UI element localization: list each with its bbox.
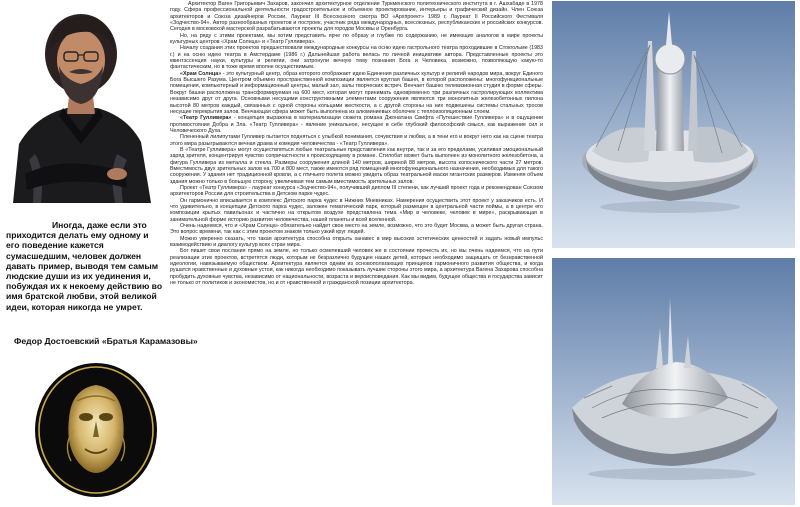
architect-portrait-photo <box>5 4 155 203</box>
medallion-image <box>33 361 159 499</box>
gulliver-render-image <box>552 258 795 505</box>
article-paragraph: В «Театре Гулливера» могут осуществляться любые театральные представления как внутри, так и за его пределами, усиливая эмоциональный заряд зрителя, концентрируя чувство сопричастности к происходящему в романе. Стилобат может быть выполнен из монолитного железобетона, а фигура Гулливера из металла и стекла. Размеры сооружения длиной 140 метров, шириной 88 метров, высота колоснического части 27 метров. Вместимость двух зрительных залов на 700 и 800 мест, также имеются ряд помещений многофункционального назначения, необходимых для такого сооружения. У здания нет традиционной кровли, а с птичьего полета можно увидеть образ театральной маски гигантских размеров. Изменяя объем здания можно только в большую сторону, увеличивая тем самым вместимость зрительных залов. <box>170 146 543 185</box>
article-paragraph: Он гармонично вписывается в комплекс Детского парка чудес в Нижних Мневниках. Намерения осуществить этот проект у заказчиков есть. И что удивительно, в концепции Детского парка чудес, заложен тематический парк, который размещен в центральной части поймы, а в центре его композиции крытых павильонах и частично на открытом воздухе представлена тема «Мир в человеке, человек в мире», раскрывающая в занимательной форме историю развития человечества, нашей планеты и всей вселенной. <box>170 197 543 223</box>
article-paragraph: «Театр Гулливера» - концепция выражена в материализации сюжета романа Джонатана Свифта «Путешествие Гулливера» и в ощущении противостояния Добра и Зла. «Театр Гулливера» - явление уникальное, несущее в себе глубокий философский смысл, как выражение сил и Человеческого Духа. <box>170 115 543 134</box>
medallion-emblem <box>33 361 159 499</box>
article-paragraph: Бог пишет свои послания прямо на земле, но только осмелевший человек же в состоянии прочесть их, но мы очень надеемся, что на пути реализации этих проектов, встретятся люди, которым не безразлично будущее наших детей, которых необходимо защищать от безнравственной идеологии, навязываемую обществом. Архитектура является одним из основополагающих принципов гармоничного развития общества, и когда рушатся нравственные и духовные устои, как никогда необходимо показывать лучшие стороны этого мира, а архитектура Вагена Захарова способна пробудить духовные чувства, независимо от национальности, возраста и вероисповедания. Как мы видим, будущее общества и государства зависит не только от политиков и экономистов, но и от нравственной и гражданской позиции архитектора. <box>170 248 543 287</box>
temple-of-sun-render <box>552 1 795 248</box>
article-paragraph: Плененный лилипутами Гулливер пытается подняться с улыбкой понимания, сочувствия и любви, а в тени его и вокруг него как на сцене театра этого мира разыгрываются вечная драма и комедия человечества - «Театр Гулливера». <box>170 134 543 147</box>
article-paragraph: Очень надеемся, что и «Храм Солнца» обязательно найдет свое место на земле, возможно, что это будет Москва, а может быть другая страна. Это вопрос времени, так как с этим проектом знаком только узкий круг людей. <box>170 223 543 236</box>
article-paragraph: «Храм Солнца» - это культурный центр, образ которого отображает идею Единения различных культур и религий народов мира, вокруг Единого Бога Высшего Разума. Центром объемно пространственной композиции является круглая башня, в которой расположены: многофункциональные помещения, компьютерный и информационный центры, малый зал, залы творческих встреч. Венчает башню телевизионная студия в форме сферы. Вокруг башни расположена трансформируемая на 600 мест, которая могут принимать одновременно три различных гастролирующих коллектива независимо друг от друга. Основными несущими конструктивными элементами сооружения являются три монолитных железобетонных пилона высотой 80 метров каждый, связанных с одной стороны кольцами жесткости, а с другой стороны на них подвешены системы стальных тросов несущие перекрытия залов. Венчающая сфера может быть выполнена из алюминиевых оболочек с теплоизоляционным слоем. <box>170 70 543 115</box>
article-paragraph: Можно уверенно сказать, что такая архитектура способна открыть занавес в мир высоких эстетических ценностей и задать новый импульс взаимодействию и диалогу культур всех стран мира. <box>170 235 543 249</box>
dostoevsky-quote <box>6 220 164 312</box>
portrait-image <box>5 4 155 203</box>
quote-text: Иногда, даже если это приходится делать ему одному и его поведение кажется сумасшедшим, человек должен давать пример, выводя тем самым людские души из их уединения и, побуждая их к некоему действию во имя братской любви, этой великой идеи, которая никогда не умрет. <box>6 220 163 312</box>
article-paragraph: Началу создания этих проектов предшествовали международные конкурсы на осню идею гастрольного театра проходившие в Стокгольме (1983 г.) и на осню идею театра в Амстердаме (1986 г.) Дальнейшая работа велась по личной инициативе автора. Представленные проекты это квинтэссенция науки, культуры и религии, они затронули вечную тему познания Бога и Человека, возможно, позволяющую какую-то фантастическим, но в тоже время вполне осуществимым. <box>170 45 543 71</box>
article-body <box>170 1 543 505</box>
gulliver-theatre-render <box>552 258 795 505</box>
article-paragraph: Но, на ряду с этими проектами, мы хотим представить ярче по образу и глубже по содержанию, не имеющих аналогов в мире проекты культурных центров «Храм Солнца» и «Театр Гулливера». <box>170 32 543 46</box>
quote-author: Федор Достоевский «Братья Карамазовы» <box>14 336 198 346</box>
article-paragraph: Проект «Театр Гулливера» - лауреат конкурса «Зодчество-94», получивший диплом III степени, как лучший проект года и рекомендован Союзом архитекторов России для строительства в Детском парке чудес. <box>170 184 543 198</box>
temple-render-image <box>552 1 795 248</box>
article-paragraph: Архитектор Ваген Григорьевич Захаров, закончил архитектурное отделение Туркменского политехнического института в г. Ашхабаде в 1978 году. Сфера профессиональной деятельности градостроительное и объемное проектирование, интерьеры и графический дизайн. Член Союза архитекторов и Союза дизайнеров России, Лауреат III Всесоюзного смотра ВО «Архпроект» 1989 г, Лауреат II Российского Фестиваля «Зодчество-94». Автор разнообразных проектов и построек, участник ряда международных, всесоюзных, республиканских и российских конкурсов. Сегодня в московской мастерской разрабатываются проекты для городов Москвы и Оренбурга. <box>170 1 543 33</box>
